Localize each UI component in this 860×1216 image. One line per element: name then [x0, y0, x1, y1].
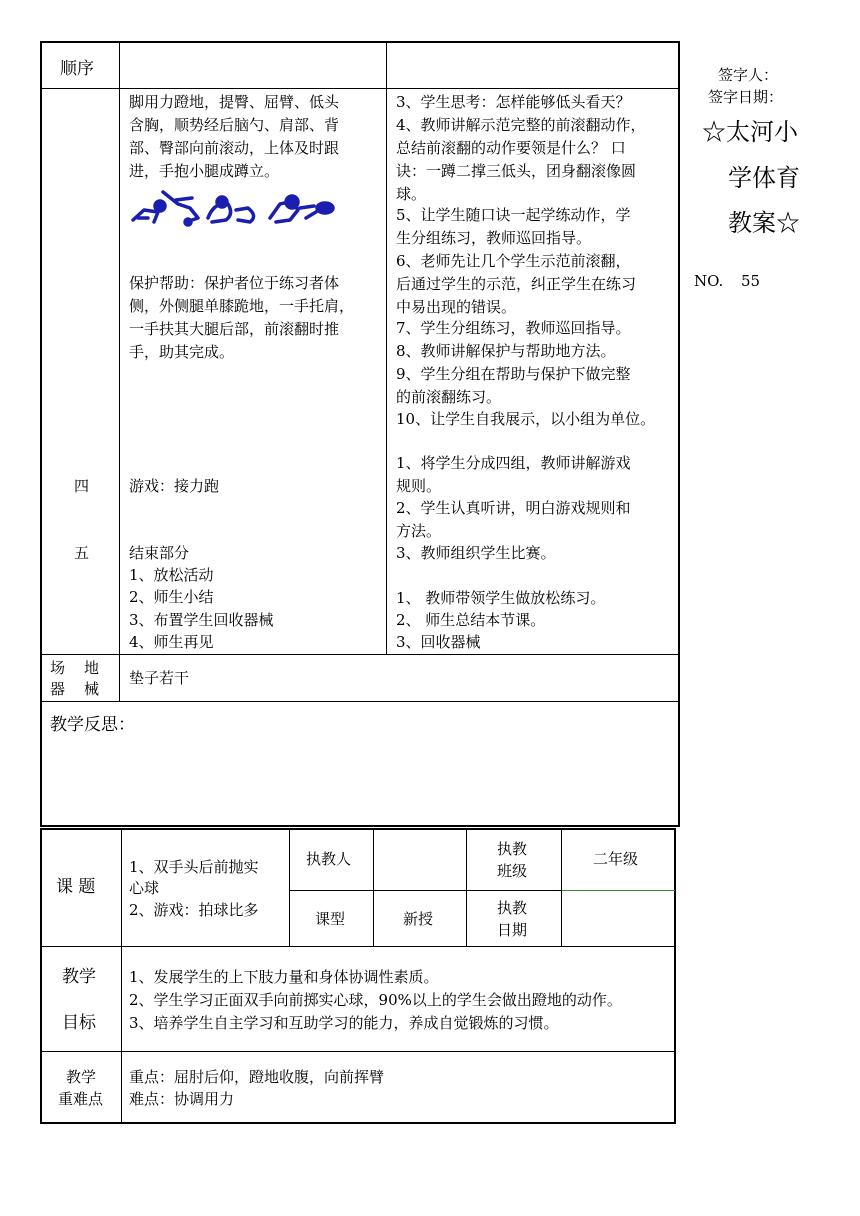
class-label-1: 执教 [497, 840, 528, 858]
game-label: 游戏：接力跑 [129, 477, 220, 495]
class-label-2: 班级 [497, 862, 528, 880]
equipment-label: 器 械 [50, 680, 102, 698]
key-label-1: 教学 [66, 1068, 97, 1086]
type-value: 新授 [403, 910, 434, 928]
topic-label: 课 题 [56, 877, 96, 897]
goal-label-2: 目标 [62, 1013, 96, 1033]
goal-label-1: 教学 [62, 967, 96, 987]
venue-value: 垫子若干 [129, 669, 190, 687]
lesson-plan-title-line-1: ☆太河小 [702, 118, 798, 146]
sign-date-label: 签字日期： [708, 88, 784, 106]
teacher-label: 执教人 [306, 850, 352, 868]
type-label: 课型 [315, 910, 346, 928]
green-divider [562, 890, 675, 891]
lesson-plan-title-line-2: 学体育 [728, 164, 800, 192]
venue-label: 场 地 [50, 659, 102, 677]
reflection-label: 教学反思： [50, 715, 135, 735]
class-value: 二年级 [593, 850, 639, 868]
number-label: NO. [694, 272, 724, 290]
date-label-1: 执教 [497, 899, 528, 917]
forward-roll-illustration [130, 188, 335, 230]
section-number-four: 四 [74, 477, 90, 495]
number-value: 55 [741, 272, 761, 290]
lesson-plan-title-line-3: 教案☆ [728, 209, 800, 237]
header-order-label: 顺序 [60, 59, 94, 79]
signer-label: 签字人： [718, 66, 779, 84]
section-number-five: 五 [74, 544, 90, 562]
date-label-2: 日期 [497, 921, 528, 939]
key-label-2: 重难点 [58, 1090, 104, 1108]
